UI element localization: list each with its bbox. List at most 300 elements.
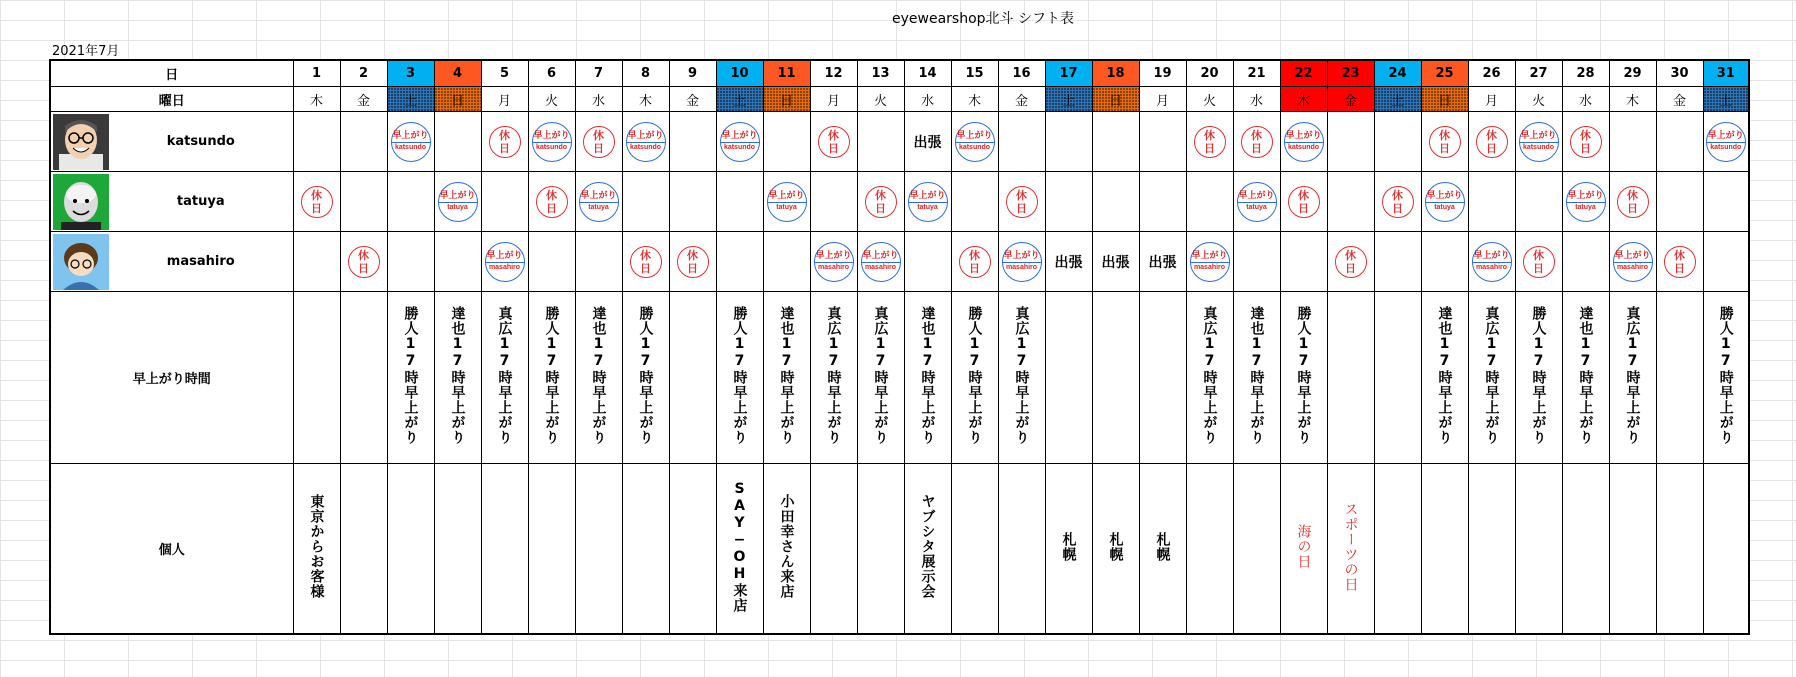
shift-cell[interactable]	[904, 172, 951, 232]
early-leave-note: 真広17時早上がり	[872, 306, 889, 445]
early-leave-stamp-circle	[1566, 182, 1606, 222]
day-off-stamp	[999, 172, 1045, 231]
day-off-stamp	[858, 172, 904, 231]
shift-cell[interactable]	[1374, 112, 1421, 172]
shift-cell[interactable]	[1139, 172, 1186, 232]
shift-cell[interactable]	[1515, 112, 1562, 172]
shift-cell[interactable]	[293, 232, 340, 292]
early-leave-stamp-circle	[814, 242, 854, 282]
shift-cell[interactable]	[669, 232, 716, 292]
stamp-name: katsundo	[723, 143, 756, 151]
early-leave-stamp-circle	[1190, 242, 1230, 282]
stamp-label: 早上がり	[1567, 190, 1604, 201]
day-cell: 11	[763, 60, 810, 87]
weekday-cell: 木	[622, 87, 669, 112]
stamp-name: katsundo	[629, 143, 662, 151]
day-off-stamp-circle	[489, 126, 521, 158]
early-leave-cell[interactable]	[857, 292, 904, 464]
weekday-cell: 土	[1374, 87, 1421, 112]
personal-cell[interactable]	[293, 464, 340, 635]
shift-cell[interactable]	[1045, 172, 1092, 232]
shift-cell[interactable]	[1374, 172, 1421, 232]
early-leave-cell[interactable]	[1562, 292, 1609, 464]
day-cell: 13	[857, 60, 904, 87]
weekday-cell: 金	[340, 87, 387, 112]
day-cell: 29	[1609, 60, 1656, 87]
day-cell: 30	[1656, 60, 1703, 87]
shift-cell[interactable]	[951, 232, 998, 292]
early-leave-note: 真広17時早上がり	[1201, 306, 1218, 445]
shift-cell[interactable]	[1327, 172, 1374, 232]
early-leave-note: 勝人17時早上がり	[966, 306, 983, 445]
day-off-stamp	[1328, 232, 1374, 291]
early-leave-cell[interactable]	[669, 292, 716, 464]
stamp-label: 早上がり	[1285, 130, 1322, 141]
stamp-char: 休 日	[358, 248, 369, 275]
early-leave-cell[interactable]	[1421, 292, 1468, 464]
avatar-katsundo	[53, 114, 109, 170]
stamp-name: masahiro	[864, 263, 897, 271]
early-leave-cell[interactable]	[1092, 292, 1139, 464]
early-leave-stamp	[1516, 112, 1562, 171]
early-leave-note: 真広17時早上がり	[1483, 306, 1500, 445]
day-cell: 9	[669, 60, 716, 87]
stamp-label: 早上がり	[956, 130, 993, 141]
shift-cell[interactable]	[575, 172, 622, 232]
shift-cell[interactable]	[857, 232, 904, 292]
personal-cell[interactable]	[669, 464, 716, 635]
shift-cell[interactable]	[810, 112, 857, 172]
stamp-label: 早上がり	[1191, 250, 1228, 261]
shift-cell[interactable]	[763, 112, 810, 172]
shift-cell[interactable]	[998, 232, 1045, 292]
stamp-char: 休 日	[640, 248, 651, 275]
shift-cell[interactable]	[340, 172, 387, 232]
stamp-label: 早上がり	[392, 130, 429, 141]
shift-cell[interactable]	[1186, 172, 1233, 232]
day-cell: 26	[1468, 60, 1515, 87]
day-cell: 27	[1515, 60, 1562, 87]
day-cell: 4	[434, 60, 481, 87]
stamp-label: 早上がり	[486, 250, 523, 261]
shift-cell[interactable]	[1280, 112, 1327, 172]
shift-cell[interactable]	[1421, 172, 1468, 232]
stamp-name: masahiro	[1616, 263, 1649, 271]
shift-cell[interactable]	[1421, 232, 1468, 292]
shift-cell[interactable]	[293, 172, 340, 232]
shift-cell[interactable]	[387, 112, 434, 172]
day-off-stamp	[1422, 112, 1468, 171]
day-off-stamp	[294, 172, 340, 231]
day-off-stamp	[1375, 172, 1421, 231]
shift-cell[interactable]	[810, 232, 857, 292]
weekday-cell: 水	[1233, 87, 1280, 112]
shift-cell[interactable]	[434, 172, 481, 232]
early-leave-cell[interactable]	[1186, 292, 1233, 464]
weekday-cell: 水	[1562, 87, 1609, 112]
stamp-char: 休 日	[1627, 188, 1638, 215]
day-cell: 7	[575, 60, 622, 87]
shift-cell[interactable]	[810, 172, 857, 232]
early-leave-cell[interactable]	[293, 292, 340, 464]
shift-cell[interactable]	[1233, 172, 1280, 232]
personal-cell[interactable]	[1421, 464, 1468, 635]
staff-name: masahiro	[166, 254, 235, 269]
early-leave-cell[interactable]	[1515, 292, 1562, 464]
early-leave-cell[interactable]	[1609, 292, 1656, 464]
personal-cell[interactable]	[1656, 464, 1703, 635]
day-cell: 12	[810, 60, 857, 87]
shift-cell[interactable]	[387, 232, 434, 292]
personal-cell[interactable]	[1233, 464, 1280, 635]
staff-row-tatuya	[50, 172, 1749, 232]
personal-note: 東京からお客様	[308, 494, 325, 599]
early-leave-stamp-circle	[861, 242, 901, 282]
early-leave-stamp	[1187, 232, 1233, 291]
stamp-label: 早上がり	[1238, 190, 1275, 201]
day-off-stamp-circle	[1288, 186, 1320, 218]
early-leave-cell[interactable]	[1233, 292, 1280, 464]
personal-cell[interactable]	[763, 464, 810, 635]
personal-cell[interactable]	[1327, 464, 1374, 635]
shift-cell[interactable]	[1609, 172, 1656, 232]
stamp-name: katsundo	[535, 143, 568, 151]
shift-cell[interactable]	[340, 112, 387, 172]
shift-cell[interactable]	[1515, 232, 1562, 292]
shift-cell[interactable]	[575, 232, 622, 292]
day-cell: 6	[528, 60, 575, 87]
early-leave-cell[interactable]	[1374, 292, 1421, 464]
stamp-name: tatuya	[776, 203, 797, 211]
shift-cell[interactable]	[1327, 232, 1374, 292]
day-off-stamp-circle	[301, 186, 333, 218]
early-leave-stamp	[858, 232, 904, 291]
early-leave-stamp	[1469, 232, 1515, 291]
shift-cell[interactable]	[998, 172, 1045, 232]
day-cell: 8	[622, 60, 669, 87]
staff-row-masahiro	[50, 232, 1749, 292]
early-leave-cell[interactable]	[481, 292, 528, 464]
weekday-cell: 木	[1280, 87, 1327, 112]
shift-cell[interactable]	[1562, 232, 1609, 292]
weekday-cell: 金	[998, 87, 1045, 112]
day-off-stamp-circle	[677, 246, 709, 278]
early-leave-note: 真広17時早上がり	[1013, 306, 1030, 445]
stamp-name: katsundo	[1287, 143, 1320, 151]
early-leave-cell[interactable]	[763, 292, 810, 464]
stamp-label: 早上がり	[909, 190, 946, 201]
shift-cell[interactable]	[1374, 232, 1421, 292]
personal-cell[interactable]	[387, 464, 434, 635]
personal-cell[interactable]	[1139, 464, 1186, 635]
personal-cell[interactable]	[622, 464, 669, 635]
shift-cell[interactable]	[1280, 232, 1327, 292]
early-leave-note: 真広17時早上がり	[825, 306, 842, 445]
day-cell: 31	[1703, 60, 1749, 87]
shift-cell[interactable]	[1139, 112, 1186, 172]
shift-cell[interactable]	[434, 112, 481, 172]
staff-name: tatuya	[176, 194, 225, 209]
day-off-stamp-circle	[1194, 126, 1226, 158]
day-off-stamp	[1563, 112, 1609, 171]
weekday-cell: 日	[763, 87, 810, 112]
personal-note: 札幌	[1154, 531, 1171, 562]
staff-cell	[50, 172, 293, 232]
early-leave-cell[interactable]	[1280, 292, 1327, 464]
stamp-label: 早上がり	[1473, 250, 1510, 261]
weekday-header: 曜日	[50, 87, 293, 112]
shift-cell[interactable]	[1656, 172, 1703, 232]
early-leave-stamp	[529, 112, 575, 171]
shift-cell[interactable]	[1703, 112, 1749, 172]
personal-note: 小田幸さん来店	[778, 494, 795, 599]
shift-cell[interactable]	[763, 172, 810, 232]
shift-cell[interactable]	[1092, 112, 1139, 172]
shift-cell[interactable]	[1562, 112, 1609, 172]
shift-cell[interactable]	[434, 232, 481, 292]
personal-cell[interactable]	[434, 464, 481, 635]
shift-cell[interactable]	[1468, 112, 1515, 172]
shift-cell[interactable]	[528, 232, 575, 292]
early-leave-stamp-circle	[955, 122, 995, 162]
early-leave-cell[interactable]	[434, 292, 481, 464]
weekday-cell: 土	[1703, 87, 1749, 112]
early-leave-note: 達也17時早上がり	[449, 306, 466, 445]
shift-cell[interactable]	[1656, 232, 1703, 292]
day-cell: 18	[1092, 60, 1139, 87]
shift-cell[interactable]	[1186, 112, 1233, 172]
early-leave-cell[interactable]	[1139, 292, 1186, 464]
shift-cell[interactable]	[528, 112, 575, 172]
early-leave-cell[interactable]	[387, 292, 434, 464]
personal-cell[interactable]	[1374, 464, 1421, 635]
shift-cell[interactable]	[857, 172, 904, 232]
personal-cell[interactable]	[1468, 464, 1515, 635]
personal-cell[interactable]	[1515, 464, 1562, 635]
personal-cell[interactable]	[1092, 464, 1139, 635]
shift-cell[interactable]	[669, 172, 716, 232]
early-leave-cell[interactable]	[1703, 292, 1749, 464]
shift-cell[interactable]	[1421, 112, 1468, 172]
shift-cell[interactable]	[951, 172, 998, 232]
day-header: 日	[50, 60, 293, 87]
personal-cell[interactable]	[340, 464, 387, 635]
early-leave-cell[interactable]	[575, 292, 622, 464]
early-leave-cell[interactable]	[1327, 292, 1374, 464]
shift-cell[interactable]	[716, 232, 763, 292]
early-leave-stamp	[435, 172, 481, 231]
sheet-month: 2021年7月	[52, 44, 120, 59]
shift-cell[interactable]	[1468, 232, 1515, 292]
personal-cell[interactable]	[716, 464, 763, 635]
early-leave-stamp-circle	[1237, 182, 1277, 222]
early-leave-cell[interactable]	[716, 292, 763, 464]
stamp-char: 休 日	[1345, 248, 1356, 275]
shift-cell[interactable]	[669, 112, 716, 172]
day-off-stamp	[1516, 232, 1562, 291]
early-leave-cell[interactable]	[1656, 292, 1703, 464]
personal-cell[interactable]	[810, 464, 857, 635]
early-leave-cell[interactable]	[951, 292, 998, 464]
day-off-stamp	[1234, 112, 1280, 171]
early-leave-note: 達也17時早上がり	[1577, 306, 1594, 445]
day-cell: 14	[904, 60, 951, 87]
early-leave-cell[interactable]	[1468, 292, 1515, 464]
shift-cell[interactable]	[1562, 172, 1609, 232]
early-leave-cell[interactable]	[904, 292, 951, 464]
shift-cell[interactable]	[1609, 112, 1656, 172]
stamp-name: masahiro	[1005, 263, 1038, 271]
personal-cell[interactable]	[951, 464, 998, 635]
early-leave-header: 早上がり時間	[50, 292, 293, 464]
early-leave-stamp	[811, 232, 857, 291]
shift-cell[interactable]	[857, 112, 904, 172]
early-leave-stamp-circle	[1706, 122, 1746, 162]
personal-cell[interactable]	[575, 464, 622, 635]
shift-cell[interactable]	[622, 172, 669, 232]
personal-cell[interactable]	[1609, 464, 1656, 635]
personal-cell[interactable]	[528, 464, 575, 635]
shift-cell[interactable]	[1327, 112, 1374, 172]
shift-cell[interactable]	[1703, 172, 1749, 232]
avatar-masahiro	[53, 234, 109, 290]
early-leave-note: 真広17時早上がり	[496, 306, 513, 445]
personal-note: 海の日	[1295, 524, 1312, 569]
early-leave-cell[interactable]	[998, 292, 1045, 464]
weekday-cell: 木	[951, 87, 998, 112]
shift-cell[interactable]	[387, 172, 434, 232]
personal-cell[interactable]	[1562, 464, 1609, 635]
early-leave-cell[interactable]	[1045, 292, 1092, 464]
day-off-stamp-circle	[536, 186, 568, 218]
early-leave-stamp-circle	[1472, 242, 1512, 282]
personal-cell[interactable]	[1045, 464, 1092, 635]
early-leave-note: 勝人17時早上がり	[543, 306, 560, 445]
stamp-label: 早上がり	[862, 250, 899, 261]
staff-cell	[50, 232, 293, 292]
shift-cell[interactable]	[340, 232, 387, 292]
shift-cell[interactable]	[1515, 172, 1562, 232]
early-leave-cell[interactable]	[528, 292, 575, 464]
shift-cell[interactable]	[1092, 172, 1139, 232]
shift-cell[interactable]	[1656, 112, 1703, 172]
early-leave-stamp-circle	[767, 182, 807, 222]
personal-cell[interactable]	[857, 464, 904, 635]
day-off-stamp-circle	[1241, 126, 1273, 158]
shift-cell[interactable]	[622, 112, 669, 172]
personal-cell[interactable]	[1280, 464, 1327, 635]
early-leave-stamp	[388, 112, 434, 171]
shift-cell[interactable]	[1703, 232, 1749, 292]
day-cell: 10	[716, 60, 763, 87]
personal-cell[interactable]	[1186, 464, 1233, 635]
shift-cell[interactable]	[763, 232, 810, 292]
shift-cell[interactable]	[1233, 112, 1280, 172]
shift-cell[interactable]	[622, 232, 669, 292]
personal-cell[interactable]	[904, 464, 951, 635]
weekday-cell: 水	[904, 87, 951, 112]
shift-cell[interactable]	[1609, 232, 1656, 292]
weekday-cell: 土	[1045, 87, 1092, 112]
weekday-cell: 火	[1515, 87, 1562, 112]
shift-cell[interactable]	[481, 172, 528, 232]
weekday-cell: 火	[857, 87, 904, 112]
shift-cell[interactable]	[528, 172, 575, 232]
early-leave-cell[interactable]	[340, 292, 387, 464]
stamp-label: 早上がり	[815, 250, 852, 261]
day-cell: 28	[1562, 60, 1609, 87]
day-off-stamp-circle	[348, 246, 380, 278]
shift-cell[interactable]	[1092, 232, 1139, 292]
shift-cell[interactable]	[1139, 232, 1186, 292]
personal-cell[interactable]	[998, 464, 1045, 635]
day-off-stamp	[670, 232, 716, 291]
stamp-label: 早上がり	[1520, 130, 1557, 141]
shift-cell[interactable]	[1045, 112, 1092, 172]
shift-cell[interactable]	[1186, 232, 1233, 292]
stamp-char: 休 日	[311, 188, 322, 215]
early-leave-cell[interactable]	[810, 292, 857, 464]
shift-cell[interactable]	[904, 232, 951, 292]
shift-cell[interactable]	[904, 112, 951, 172]
shift-cell[interactable]	[575, 112, 622, 172]
shift-cell[interactable]	[1468, 172, 1515, 232]
stamp-char: 休 日	[1016, 188, 1027, 215]
early-leave-row	[50, 292, 1749, 464]
shift-cell[interactable]	[998, 112, 1045, 172]
shift-cell[interactable]	[716, 172, 763, 232]
stamp-name: tatuya	[447, 203, 468, 211]
day-off-stamp	[341, 232, 387, 291]
shift-cell[interactable]	[716, 112, 763, 172]
business-trip-label: 出張	[1054, 254, 1083, 271]
shift-cell[interactable]	[1233, 232, 1280, 292]
day-cell: 25	[1421, 60, 1468, 87]
day-cell: 5	[481, 60, 528, 87]
early-leave-stamp-circle	[485, 242, 525, 282]
early-leave-stamp	[576, 172, 622, 231]
shift-cell[interactable]	[951, 112, 998, 172]
early-leave-cell[interactable]	[622, 292, 669, 464]
shift-cell[interactable]	[293, 112, 340, 172]
stamp-label: 早上がり	[768, 190, 805, 201]
weekday-cell: 月	[1468, 87, 1515, 112]
shift-cell[interactable]	[1280, 172, 1327, 232]
stamp-char: 休 日	[687, 248, 698, 275]
personal-cell[interactable]	[481, 464, 528, 635]
personal-note: 札幌	[1107, 531, 1124, 562]
shift-cell[interactable]	[1045, 232, 1092, 292]
business-trip-label: 出張	[913, 134, 942, 151]
weekday-cell: 金	[1327, 87, 1374, 112]
weekday-cell: 火	[528, 87, 575, 112]
stamp-name: masahiro	[1475, 263, 1508, 271]
day-cell: 19	[1139, 60, 1186, 87]
early-leave-note: 達也17時早上がり	[778, 306, 795, 445]
day-off-stamp-circle	[1664, 246, 1696, 278]
day-off-stamp-circle	[1382, 186, 1414, 218]
day-off-stamp-circle	[1429, 126, 1461, 158]
stamp-name: masahiro	[488, 263, 521, 271]
shift-cell[interactable]	[481, 112, 528, 172]
stamp-name: katsundo	[1522, 143, 1555, 151]
stamp-label: 早上がり	[1707, 130, 1744, 141]
shift-table	[49, 59, 1750, 635]
early-leave-note: 真広17時早上がり	[1624, 306, 1641, 445]
personal-cell[interactable]	[1703, 464, 1749, 635]
weekday-cell: 木	[1609, 87, 1656, 112]
shift-cell[interactable]	[481, 232, 528, 292]
